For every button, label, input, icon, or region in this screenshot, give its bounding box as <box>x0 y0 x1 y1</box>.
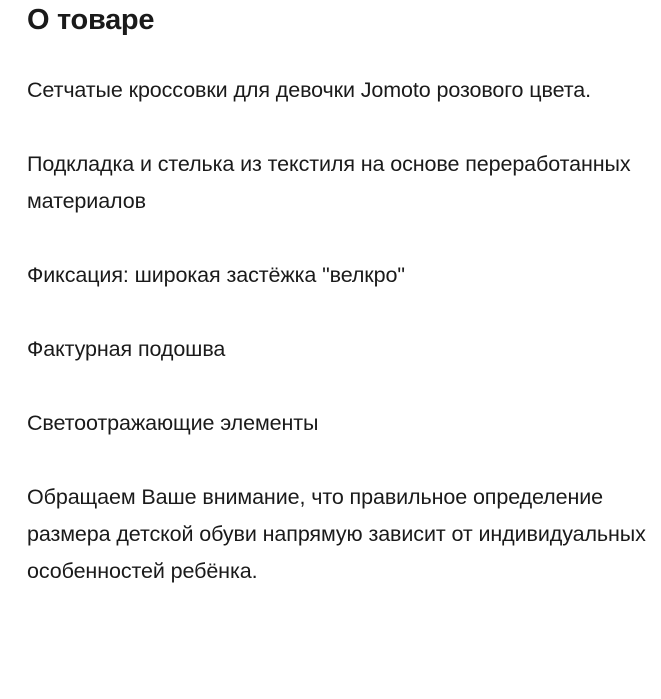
description-paragraph-material: Сетчатые кроссовки для девочки Jomoto розового цвета. <box>27 78 591 102</box>
description-paragraph-reflective: Светоотражающие элементы <box>27 411 319 435</box>
description-paragraph-sole: Фактурная подошва <box>27 337 226 361</box>
product-info-section <box>27 0 647 590</box>
description-paragraph-lining: Подкладка и стелька из текстиля на основе переработанных материалов <box>27 152 631 213</box>
product-description <box>27 72 647 590</box>
description-paragraph-size-note: Обращаем Ваше внимание, что правильное определение размера детской обуви напрямую зависит от индивидуальных особенностей ребёнка. <box>27 485 646 583</box>
description-paragraph-fastening: Фиксация: широкая застёжка "велкро" <box>27 263 405 287</box>
section-title: О товаре <box>27 4 155 36</box>
